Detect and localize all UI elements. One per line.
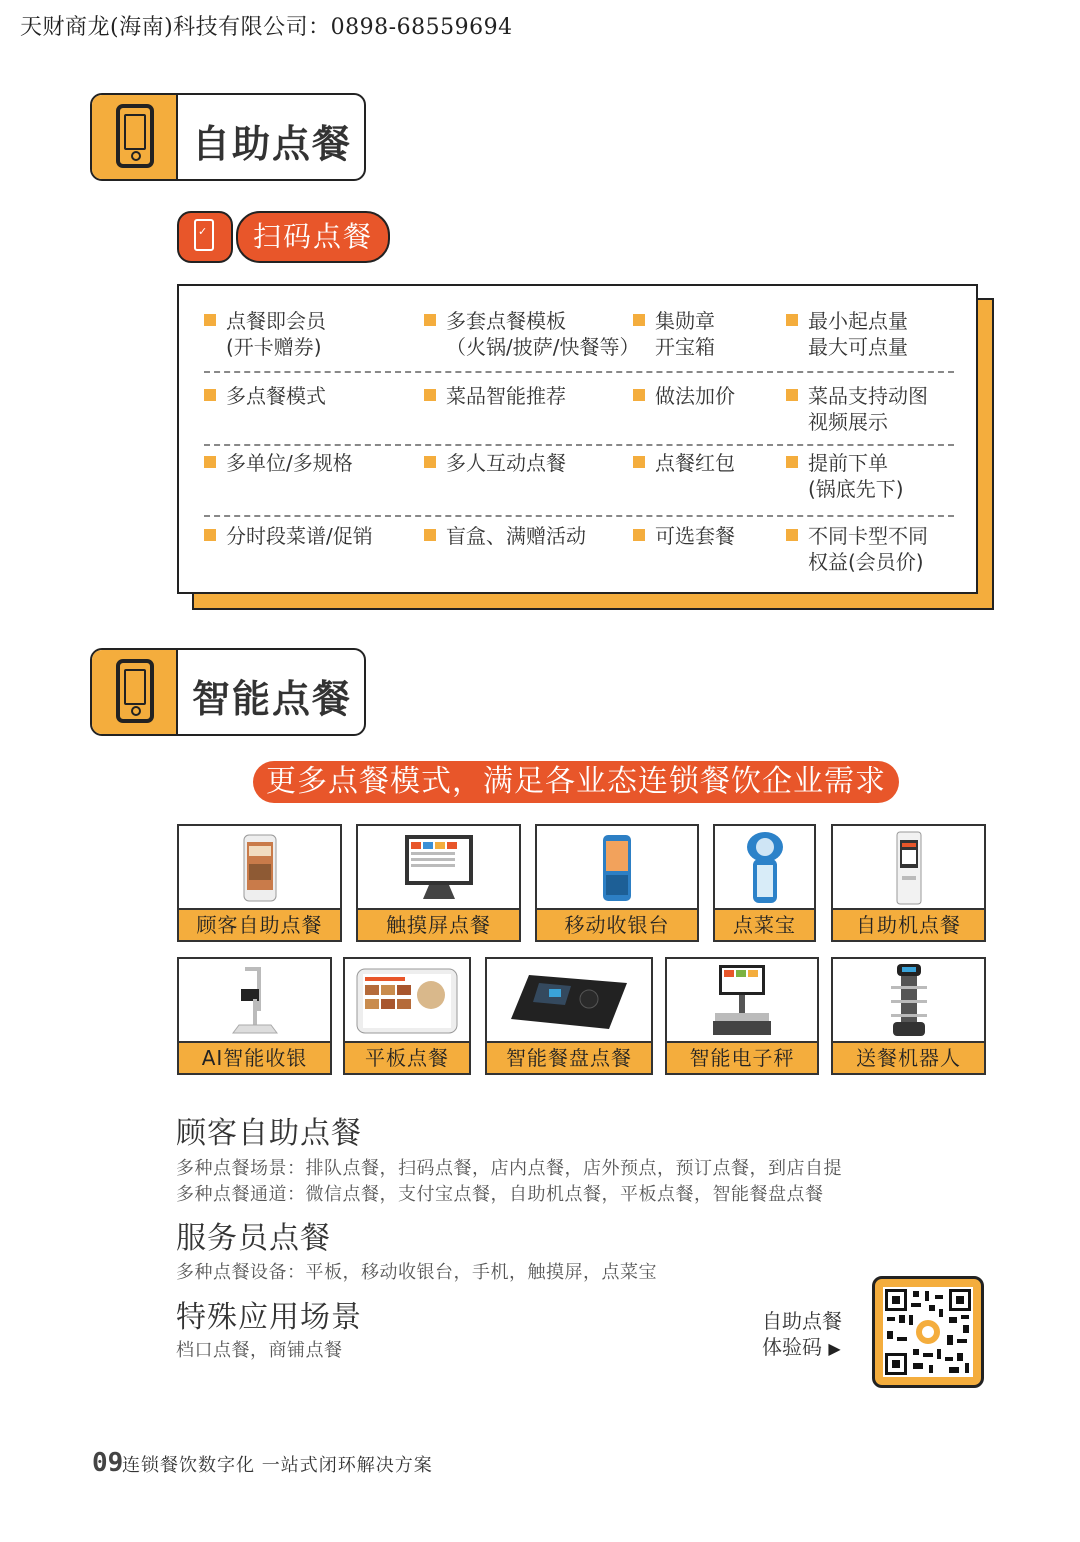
handheld-order-terminal-image [745, 831, 785, 905]
section-icon-box [92, 650, 178, 734]
bullet-square-icon [633, 314, 645, 326]
section-title: 自助点餐 [192, 122, 353, 166]
device-card [665, 957, 819, 1075]
device-card [535, 824, 699, 942]
device-label: 送餐机器人 [833, 1041, 984, 1073]
feature-item [424, 383, 566, 409]
feature-label: 菜品智能推荐 [446, 384, 566, 408]
bullet-square-icon [786, 529, 798, 541]
device-label: AI智能收银 [179, 1041, 330, 1073]
feature-item [424, 523, 586, 549]
device-card [177, 957, 332, 1075]
device-label: 点菜宝 [715, 908, 814, 940]
touchscreen-pos-image [399, 833, 479, 903]
feature-label: 盲盒、满赠活动 [446, 524, 586, 548]
bullet-square-icon [204, 314, 216, 326]
ai-cashier-image [227, 963, 283, 1039]
device-card [356, 824, 521, 942]
device-label: 触摸屏点餐 [358, 908, 519, 940]
feature-label: 点餐即会员 [226, 309, 326, 333]
bullet-square-icon [424, 389, 436, 401]
feature-sublabel: 最大可点量 [808, 335, 908, 359]
feature-sublabel: 视频展示 [808, 410, 888, 434]
feature-sublabel: 权益(会员价) [808, 550, 924, 574]
desc-line: 档口点餐，商铺点餐 [176, 1340, 343, 1361]
feature-label: 最小起点量 [808, 309, 908, 333]
desc-title-customer: 顾客自助点餐 [176, 1116, 362, 1151]
smart-scale-image [709, 963, 775, 1039]
feature-sublabel: (锅底先下) [808, 477, 904, 501]
phone-icon [116, 104, 154, 168]
feature-sublabel: 开宝箱 [655, 335, 715, 359]
device-card [343, 957, 471, 1075]
smart-order-banner: 更多点餐模式，满足各业态连锁餐饮企业需求 [253, 761, 899, 803]
mobile-pos-image [601, 833, 633, 903]
desc-title-special: 特殊应用场景 [176, 1300, 362, 1335]
bullet-square-icon [204, 389, 216, 401]
bullet-square-icon [633, 389, 645, 401]
feature-label: 多人互动点餐 [446, 451, 566, 475]
feature-label: 集勋章 [655, 309, 715, 333]
company-contact: 天财商龙(海南)科技有限公司：0898-68559694 [20, 15, 513, 40]
device-label: 自助机点餐 [833, 908, 984, 940]
self-service-kiosk-image [894, 830, 924, 906]
play-arrow-icon: ▶ [828, 1339, 841, 1358]
qr-code-frame[interactable] [872, 1276, 984, 1388]
section-icon-box [92, 95, 178, 179]
page-number: 09 [92, 1448, 124, 1478]
feature-label: 多套点餐模板 [446, 309, 566, 333]
device-card [177, 824, 342, 942]
bullet-square-icon [633, 529, 645, 541]
bullet-square-icon [424, 314, 436, 326]
feature-item [633, 308, 715, 360]
bullet-square-icon [633, 456, 645, 468]
feature-item [424, 308, 639, 360]
bullet-square-icon [786, 389, 798, 401]
feature-label: 可选套餐 [655, 524, 735, 548]
phone-icon [116, 659, 154, 723]
desc-line: 多种点餐场景：排队点餐，扫码点餐，店内点餐，店外预点，预订点餐，到店自提 [176, 1158, 842, 1179]
feature-item [204, 450, 353, 476]
section-title: 智能点餐 [192, 677, 353, 721]
smart-tray-image [509, 969, 629, 1033]
bullet-square-icon [204, 456, 216, 468]
feature-item [786, 523, 928, 575]
section-header-smart-order [90, 648, 366, 736]
device-card [485, 957, 653, 1075]
tablet-order-image [355, 967, 459, 1035]
feature-item [204, 308, 326, 360]
bullet-square-icon [786, 456, 798, 468]
bullet-square-icon [424, 529, 436, 541]
feature-label: 分时段菜谱/促销 [226, 524, 373, 548]
feature-label: 多点餐模式 [226, 384, 326, 408]
feature-item [424, 450, 566, 476]
device-label: 移动收银台 [537, 908, 697, 940]
feature-label: 不同卡型不同 [808, 524, 928, 548]
mobile-phone-image [243, 834, 277, 902]
bullet-square-icon [424, 456, 436, 468]
device-card [713, 824, 816, 942]
feature-item [786, 308, 908, 360]
feature-item [633, 383, 735, 409]
qr-code[interactable] [883, 1287, 973, 1377]
feature-item [204, 383, 326, 409]
feature-item [786, 383, 928, 435]
desc-title-waiter: 服务员点餐 [176, 1221, 331, 1256]
scan-order-icon [177, 211, 233, 263]
delivery-robot-image [887, 962, 931, 1040]
scan-order-pill: 扫码点餐 [236, 211, 390, 263]
feature-item [204, 523, 373, 549]
footer-slogan: 连锁餐饮数字化 一站式闭环解决方案 [122, 1455, 433, 1476]
feature-item [633, 450, 735, 476]
desc-line: 多种点餐通道：微信点餐，支付宝点餐，自助机点餐，平板点餐，智能餐盘点餐 [176, 1184, 824, 1205]
device-card [831, 824, 986, 942]
dashed-divider [204, 371, 954, 373]
section-header-self-order [90, 93, 366, 181]
qr-caption-line2: 体验码 ▶ [762, 1335, 841, 1359]
feature-label: 点餐红包 [655, 451, 735, 475]
device-label: 平板点餐 [345, 1041, 469, 1073]
dashed-divider [204, 444, 954, 446]
bullet-square-icon [204, 529, 216, 541]
feature-item [786, 450, 904, 502]
feature-item [633, 523, 735, 549]
device-label: 智能电子秤 [667, 1041, 817, 1073]
bullet-square-icon [786, 314, 798, 326]
feature-sublabel: （火锅/披萨/快餐等） [446, 335, 640, 359]
dashed-divider [204, 515, 954, 517]
device-label: 顾客自助点餐 [179, 908, 340, 940]
qr-caption-line1: 自助点餐 [762, 1309, 842, 1333]
device-label: 智能餐盘点餐 [487, 1041, 651, 1073]
feature-label: 菜品支持动图 [808, 384, 928, 408]
feature-label: 提前下单 [808, 451, 888, 475]
feature-label: 多单位/多规格 [226, 451, 353, 475]
feature-label: 做法加价 [655, 384, 735, 408]
desc-line: 多种点餐设备：平板，移动收银台，手机，触摸屏，点菜宝 [176, 1262, 657, 1283]
device-card [831, 957, 986, 1075]
feature-sublabel: (开卡赠券) [226, 335, 322, 359]
